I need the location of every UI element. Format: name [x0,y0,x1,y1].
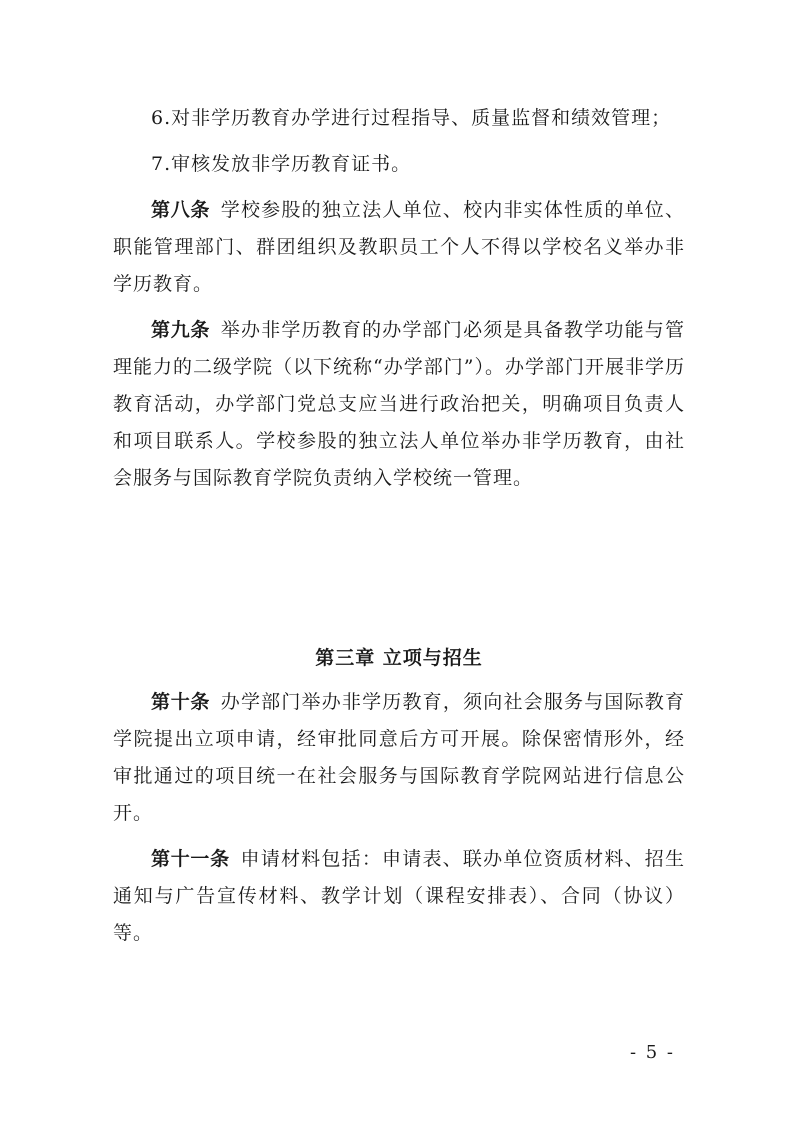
page-number: - 5 - [629,1042,675,1063]
bottom-text-block [113,684,685,952]
article-9-body: 举办非学历教育的办学部门必须是具备教学功能与管理能力的二级学院（以下统称“办学部门”）。办学部门开展非学历教育活动，办学部门党总支应当进行政治把关，明确项目负责人和项目联系人。学校参股的独立法人单位举办非学历教育，由社会服务与国际教育学院负责纳入学校统一管理。 [113,319,685,489]
item-6-paragraph: 6.对非学历教育办学进行过程指导、质量监督和绩效管理； [151,107,672,129]
article-9-paragraph [113,312,685,497]
chapter-title: 第三章 立项与招生 [315,647,483,669]
article-9-heading: 第九条 [151,319,211,341]
article-10-body: 办学部门举办非学历教育，须向社会服务与国际教育学院提出立项申请，经审批同意后方可开展。除保密情形外，经审批通过的项目统一在社会服务与国际教育学院网站进行信息公开。 [113,691,685,824]
item-7-paragraph: 7.审核发放非学历教育证书。 [151,153,412,175]
article-8-body: 学校参股的独立法人单位、校内非实体性质的单位、职能管理部门、群团组织及教职员工个人不得以学校名义举办非学历教育。 [113,199,685,295]
article-10-paragraph [113,684,685,832]
top-text-block [113,100,685,497]
article-10-heading: 第十条 [151,691,211,713]
article-11-paragraph [113,841,685,952]
article-11-body: 申请材料包括：申请表、联办单位资质材料、招生通知与广告宣传材料、教学计划（课程安排表）、合同（协议）等。 [113,848,685,944]
article-11-heading: 第十一条 [151,848,230,870]
article-8-heading: 第八条 [151,199,211,221]
article-8-paragraph [113,192,685,303]
